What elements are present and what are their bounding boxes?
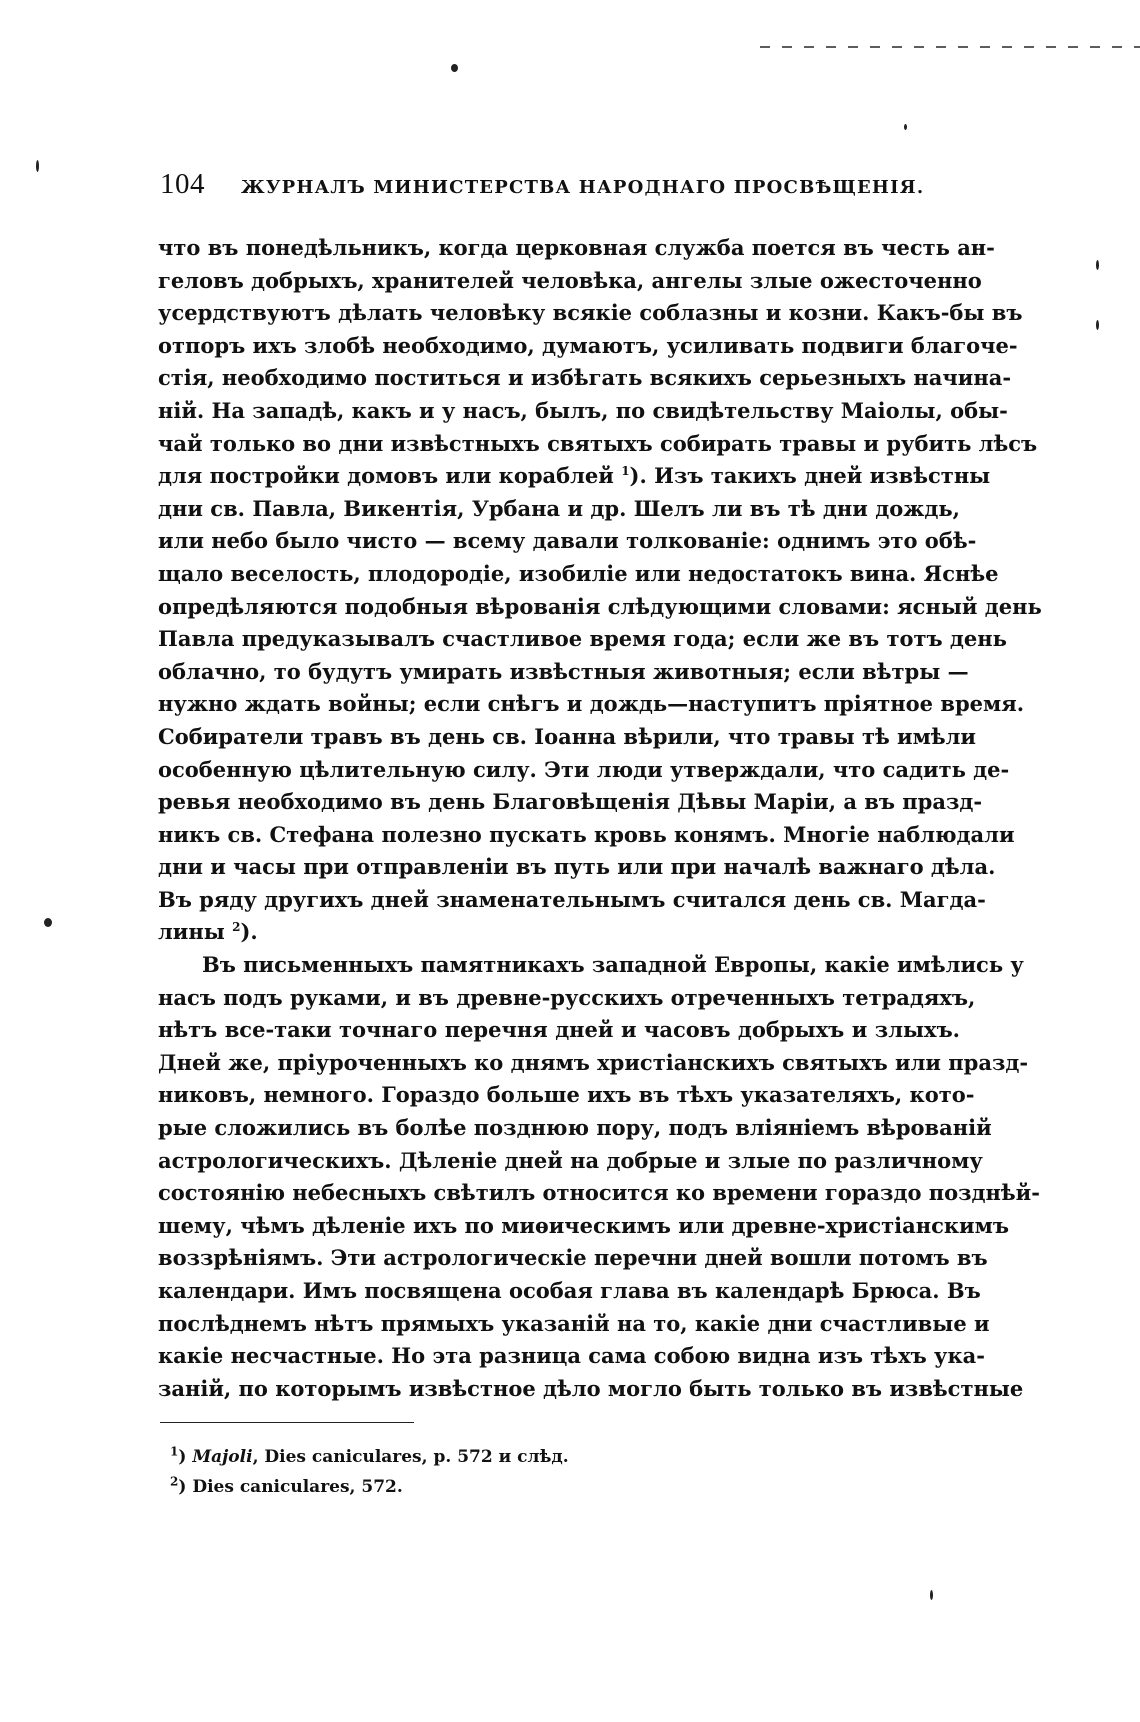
footnotes — [170, 1442, 930, 1502]
scan-speck — [44, 918, 52, 927]
text-line: никъ св. Стефана полезно пускать кровь конямъ. Многіе наблюдали — [158, 821, 1015, 847]
scan-speck — [451, 64, 458, 72]
scan-speck — [36, 160, 39, 172]
text-fragment: ). — [240, 919, 258, 945]
footnote-ref-1[interactable]: 1 — [621, 464, 630, 479]
text-line: послѣднемъ нѣтъ прямыхъ указаній на то, какіе дни счастливые и — [158, 1310, 990, 1336]
text-line: отпоръ ихъ злобѣ необходимо, думаютъ, усиливать подвиги благоче- — [158, 332, 1018, 358]
text-line: щало веселость, плодородіе, изобиліе или недостатокъ вина. Яснѣе — [158, 560, 999, 586]
text-line: воззрѣніямъ. Эти астрологическіе перечни дней вошли потомъ въ — [158, 1245, 988, 1271]
text-line-paragraph-start: Въ письменныхъ памятникахъ западной Европы, какіе имѣлись у — [202, 952, 1024, 978]
text-line: заній, по которымъ извѣстное дѣло могло быть только въ извѣстные — [158, 1375, 1024, 1401]
text-line: Въ ряду другихъ дней знаменательнымъ считался день св. Магда- — [158, 886, 986, 912]
text-line-with-footnote — [158, 460, 991, 493]
scan-speck — [904, 124, 907, 130]
text-fragment: ). Изъ такихъ дней извѣстны — [629, 463, 991, 489]
body-text — [158, 232, 1042, 1405]
scan-speck — [1096, 260, 1099, 270]
footnote-2: $^2$) Dies caniculares, 572. — [170, 1474, 403, 1497]
text-line: состоянію небесныхъ свѣтилъ относится ко времени гораздо позднѣй- — [158, 1180, 1040, 1206]
footnote-1: $^1$) Majoli, Dies caniculares, p. 572 и слѣд. — [170, 1444, 569, 1467]
scan-artifact-dashes — [760, 46, 1140, 48]
text-line: астрологическихъ. Дѣленіе дней на добрые и злые по различному — [158, 1147, 983, 1173]
text-line: стія, необходимо поститься и избѣгать всякихъ серьезныхъ начина- — [158, 365, 1012, 391]
footnote-divider — [160, 1422, 414, 1423]
text-line: ній. На западѣ, какъ и у насъ, былъ, по свидѣтельству Маіолы, обы- — [158, 397, 1008, 423]
running-head: ЖУРНАЛЪ МИНИСТЕРСТВА НАРОДНАГО ПРОСВѢЩЕНІЯ. — [241, 177, 925, 198]
text-line: дни и часы при отправленіи въ путь или при началѣ важнаго дѣла. — [158, 854, 996, 880]
text-line-with-footnote — [158, 916, 960, 949]
footnote-ref-2[interactable]: 2 — [232, 920, 241, 935]
text-line: чай только во дни извѣстныхъ святыхъ собирать травы и рубить лѣсъ — [158, 430, 1038, 456]
text-fragment: лины — [158, 919, 225, 945]
text-line: нѣтъ все-таки точнаго перечня дней и часовъ добрыхъ и злыхъ. — [158, 1017, 960, 1043]
footnote-marker: 1 — [170, 1444, 179, 1459]
text-line: насъ подъ руками, и въ древне-русскихъ отреченныхъ тетрадяхъ, — [158, 984, 976, 1010]
footnote-author: Majoli — [192, 1447, 253, 1467]
text-line: усердствуютъ дѣлать человѣку всякіе соблазны и козни. Какъ-бы въ — [158, 300, 1023, 326]
page-header — [160, 168, 960, 208]
text-line: или небо было чисто — всему давали толкованіе: однимъ это обѣ- — [158, 528, 977, 554]
text-line: календари. Имъ посвящена особая глава въ календарѣ Брюса. Въ — [158, 1278, 981, 1303]
scan-speck — [930, 1590, 933, 1600]
text-fragment: для постройки домовъ или кораблей — [158, 463, 614, 489]
text-line: что въ понедѣльникъ, когда церковная служба поется въ честь ан- — [158, 235, 995, 260]
text-line: шему, чѣмъ дѣленіе ихъ по миѳическимъ или древне-христіанскимъ — [158, 1212, 1009, 1238]
text-line: особенную цѣлительную силу. Эти люди утверждали, что садить де- — [158, 756, 1010, 782]
footnote-text: , Dies caniculares, p. 572 и слѣд. — [252, 1447, 569, 1467]
text-line: геловъ добрыхъ, хранителей человѣка, ангелы злые ожесточенно — [158, 267, 982, 293]
scan-speck — [1096, 320, 1099, 330]
text-line: никовъ, немного. Гораздо больше ихъ въ тѣхъ указателяхъ, кото- — [158, 1082, 975, 1108]
text-line: Собиратели травъ въ день св. Іоанна вѣрили, что травы тѣ имѣли — [158, 723, 977, 749]
text-line: какіе несчастные. Но эта разница сама собою видна изъ тѣхъ ука- — [158, 1343, 985, 1369]
footnote-marker: 2 — [170, 1474, 179, 1489]
page-number: 104 — [160, 168, 205, 200]
text-line: Павла предуказывалъ счастливое время года; если же въ тотъ день — [158, 626, 1007, 652]
footnote-text: Dies caniculares, 572. — [192, 1477, 403, 1497]
text-line: дни св. Павла, Викентія, Урбана и др. Шелъ ли въ тѣ дни дождь, — [158, 495, 960, 521]
text-line: Дней же, пріуроченныхъ ко днямъ христіанскихъ святыхъ или празд- — [158, 1049, 1029, 1075]
text-line: опредѣляются подобныя вѣрованія слѣдующими словами: ясный день — [158, 593, 1042, 619]
text-line: рые сложились въ болѣе позднюю пору, подъ вліяніемъ вѣрованій — [158, 1115, 992, 1141]
text-line: облачно, то будутъ умирать извѣстныя животныя; если вѣтры — — [158, 658, 969, 684]
text-line: нужно ждать войны; если снѣгъ и дождь—наступитъ пріятное время. — [158, 691, 1025, 717]
text-line: ревья необходимо въ день Благовѣщенія Дѣвы Маріи, а въ празд- — [158, 789, 983, 815]
